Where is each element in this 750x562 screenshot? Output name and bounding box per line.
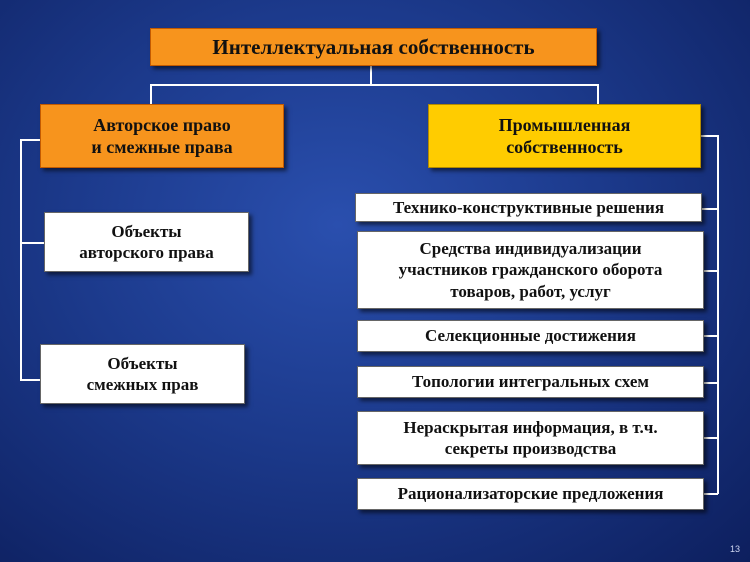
root-node — [150, 28, 597, 66]
category-copyright — [40, 104, 284, 168]
connector-right-drop — [597, 84, 599, 105]
right-item-rationalization-proposals — [357, 478, 704, 510]
right-item-6-line1: Рационализаторские предложения — [397, 484, 664, 504]
connector-right-item3 — [704, 335, 718, 337]
right-item-2-line3: товаров, работ, услуг — [450, 281, 611, 301]
connector-right-item1 — [702, 208, 718, 210]
category-copyright-line2: и смежные права — [91, 137, 233, 157]
category-industrial — [428, 104, 701, 168]
connector-root-down — [370, 65, 372, 85]
right-item-2-line1: Средства индивидуализации — [419, 239, 642, 259]
connector-right-item2 — [704, 270, 718, 272]
right-item-individualization-means — [357, 231, 704, 309]
left-item-1-line1: Объекты — [111, 221, 182, 241]
right-item-1-line1: Технико-конструктивные решения — [392, 197, 665, 217]
connector-right-item5 — [704, 437, 718, 439]
connector-right-top — [700, 135, 719, 137]
right-item-3-line1: Селекционные достижения — [425, 326, 636, 346]
connector-left-vertical — [20, 140, 22, 380]
left-item-copyright-objects — [44, 212, 249, 272]
left-item-2-line1: Объекты — [107, 353, 178, 373]
category-industrial-line1: Промышленная — [498, 114, 631, 135]
right-item-circuit-topologies — [357, 366, 704, 398]
left-item-1-line2: авторского права — [79, 243, 214, 262]
connector-left-drop — [150, 84, 152, 105]
left-item-related-objects — [40, 344, 245, 404]
root-label: Интеллектуальная собственность — [212, 34, 535, 59]
connector-top-horizontal — [150, 84, 598, 86]
right-item-4-line1: Топологии интегральных схем — [412, 372, 649, 392]
connector-right-item6 — [704, 493, 718, 495]
connector-right-vertical — [717, 136, 719, 494]
page-number: 13 — [729, 544, 740, 554]
connector-left-item2 — [20, 379, 42, 381]
right-item-technical-solutions — [355, 193, 702, 222]
connector-left-top — [20, 139, 40, 141]
category-copyright-line1: Авторское право — [93, 114, 231, 135]
connector-right-item4 — [704, 382, 718, 384]
right-item-5-line2: секреты производства — [444, 439, 617, 458]
right-item-5-line1: Нераскрытая информация, в т.ч. — [403, 417, 658, 437]
right-item-2-line2: участников гражданского оборота — [398, 260, 663, 280]
right-item-selection-achievements — [357, 320, 704, 352]
right-item-undisclosed-information — [357, 411, 704, 465]
left-item-2-line2: смежных прав — [86, 375, 199, 394]
connector-left-item1 — [20, 242, 44, 244]
category-industrial-line2: собственность — [506, 137, 623, 157]
